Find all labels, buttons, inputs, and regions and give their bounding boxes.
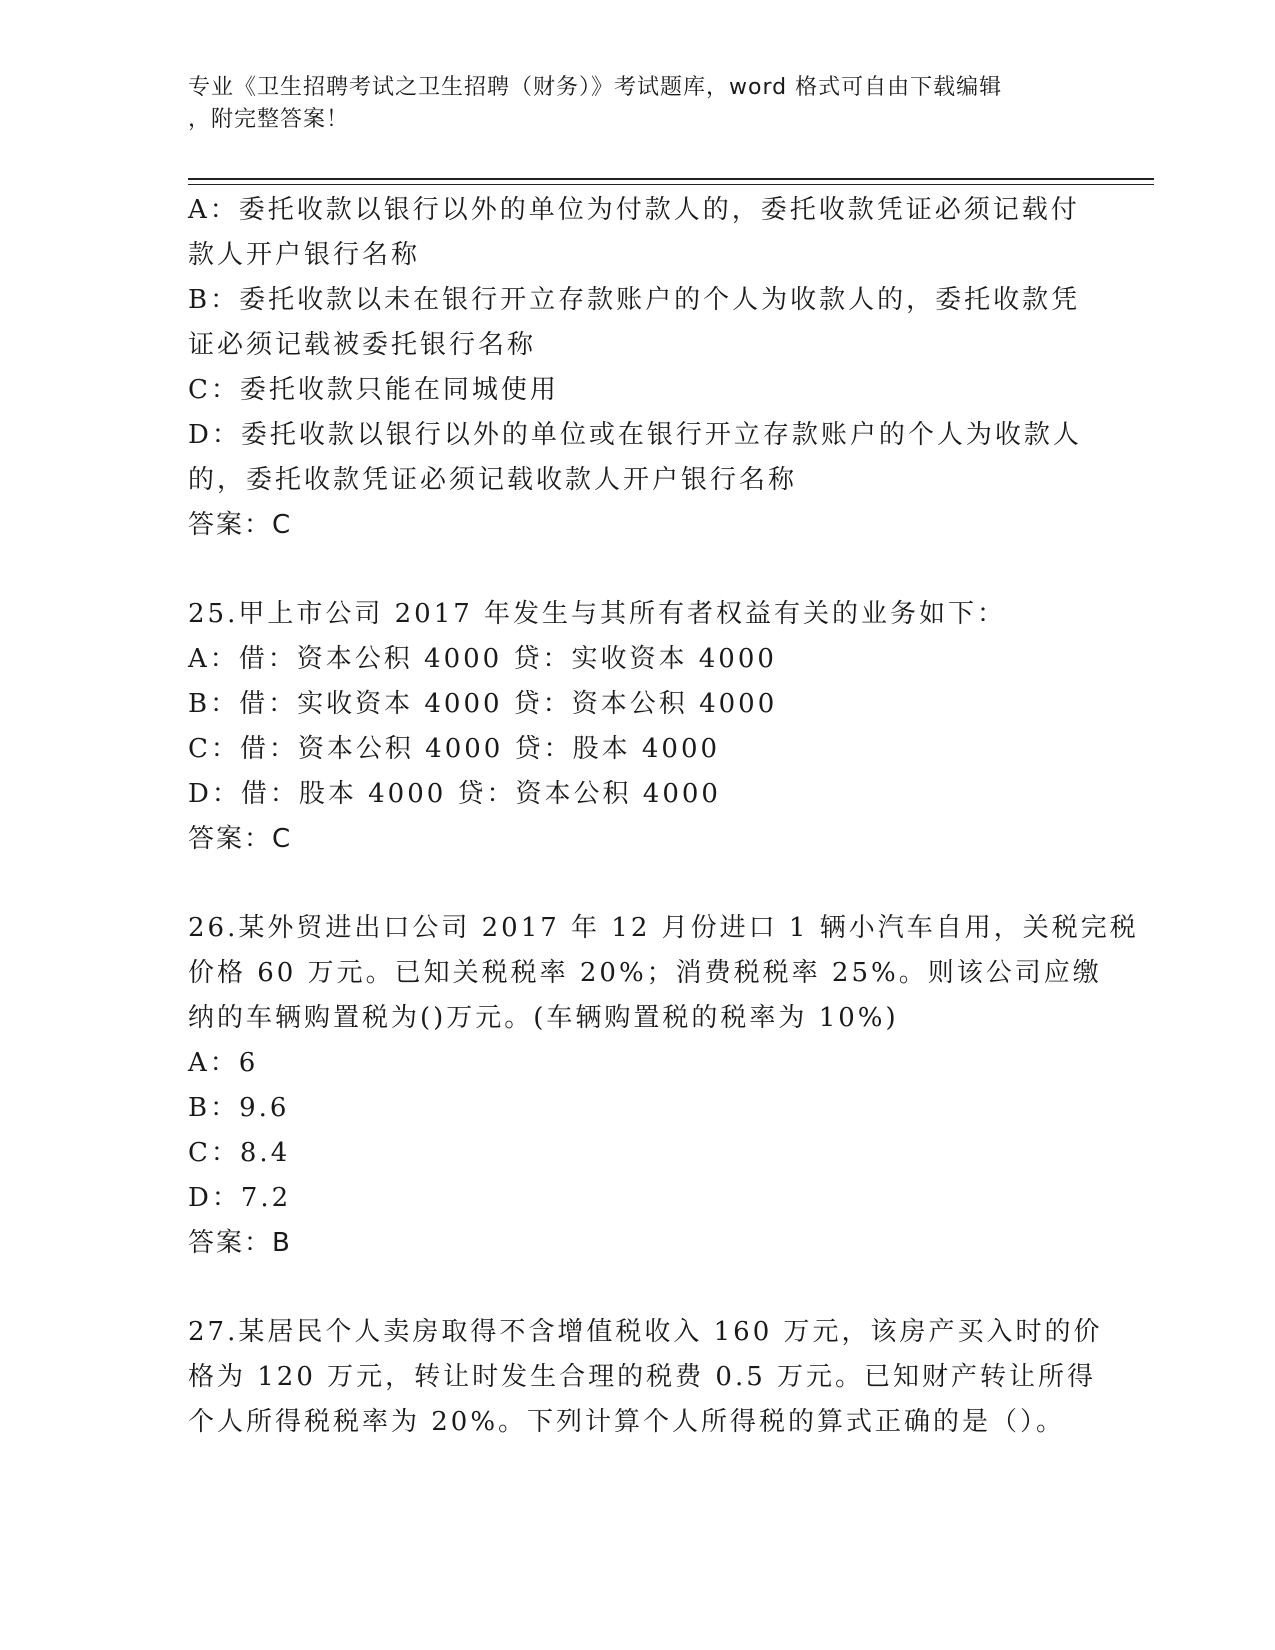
question-27 (188, 1310, 1103, 1445)
header-line-1: 专业《卫生招聘考试之卫生招聘（财务）》考试题库，word 格式可自由下载编辑 (188, 75, 1003, 100)
answer-24: 答案：C (188, 510, 293, 540)
option-b: B：9.6 (188, 1093, 290, 1123)
header-line-2: ，附完整答案！ (188, 107, 350, 132)
header-divider-thick (188, 178, 1154, 180)
question-26-line-3: 纳的车辆购置税为()万元。(车辆购置税的税率为 10%) (188, 1003, 899, 1033)
option-b: B：借：实收资本 4000 贷：资本公积 4000 (188, 689, 778, 719)
question-24-options (188, 188, 1088, 548)
option-a-line-1: A：委托收款以银行以外的单位为付款人的，委托收款凭证必须记载付 (188, 195, 1080, 225)
question-25 (188, 592, 1088, 862)
option-a-line-2: 款人开户银行名称 (188, 240, 421, 270)
question-26-line-2: 价格 60 万元。已知关税税率 20%；消费税税率 25%。则该公司应缴 (188, 958, 1102, 988)
option-b-line-1: B：委托收款以未在银行开立存款账户的个人为收款人的，委托收款凭 (188, 285, 1081, 315)
option-d: D：借：股本 4000 贷：资本公积 4000 (188, 779, 721, 809)
spacer (188, 548, 1088, 592)
header-divider-thin (188, 184, 1154, 185)
question-25-text: 25.甲上市公司 2017 年发生与其所有者权益有关的业务如下： (188, 599, 1007, 629)
question-26-line-1: 26.某外贸进出口公司 2017 年 12 月份进口 1 辆小汽车自用，关税完税 (188, 913, 1139, 943)
answer-26: 答案：B (188, 1228, 292, 1258)
document-header (188, 72, 1088, 136)
spacer (188, 1266, 1088, 1310)
document-body (188, 188, 1139, 1445)
question-27-line-2: 格为 120 万元，转让时发生合理的税费 0.5 万元。已知财产转让所得 (188, 1362, 1097, 1392)
option-c: C：委托收款只能在同城使用 (188, 375, 559, 405)
spacer (188, 862, 1088, 906)
option-d-line-2: 的，委托收款凭证必须记载收款人开户银行名称 (188, 465, 798, 495)
option-d-line-1: D：委托收款以银行以外的单位或在银行开立存款账户的个人为收款人 (188, 420, 1082, 450)
option-a: A：借：资本公积 4000 贷：实收资本 4000 (188, 644, 777, 674)
question-27-line-1: 27.某居民个人卖房取得不含增值税收入 160 万元，该房产买入时的价 (188, 1317, 1103, 1347)
option-c: C：借：资本公积 4000 贷：股本 4000 (188, 734, 721, 764)
answer-25: 答案：C (188, 824, 293, 854)
option-c: C：8.4 (188, 1138, 291, 1168)
option-d: D：7.2 (188, 1183, 292, 1213)
question-27-line-3: 个人所得税税率为 20%。下列计算个人所得税的算式正确的是（）。 (188, 1407, 1066, 1437)
option-a: A：6 (188, 1048, 259, 1078)
question-26 (188, 906, 1139, 1266)
option-b-line-2: 证必须记载被委托银行名称 (188, 330, 537, 360)
